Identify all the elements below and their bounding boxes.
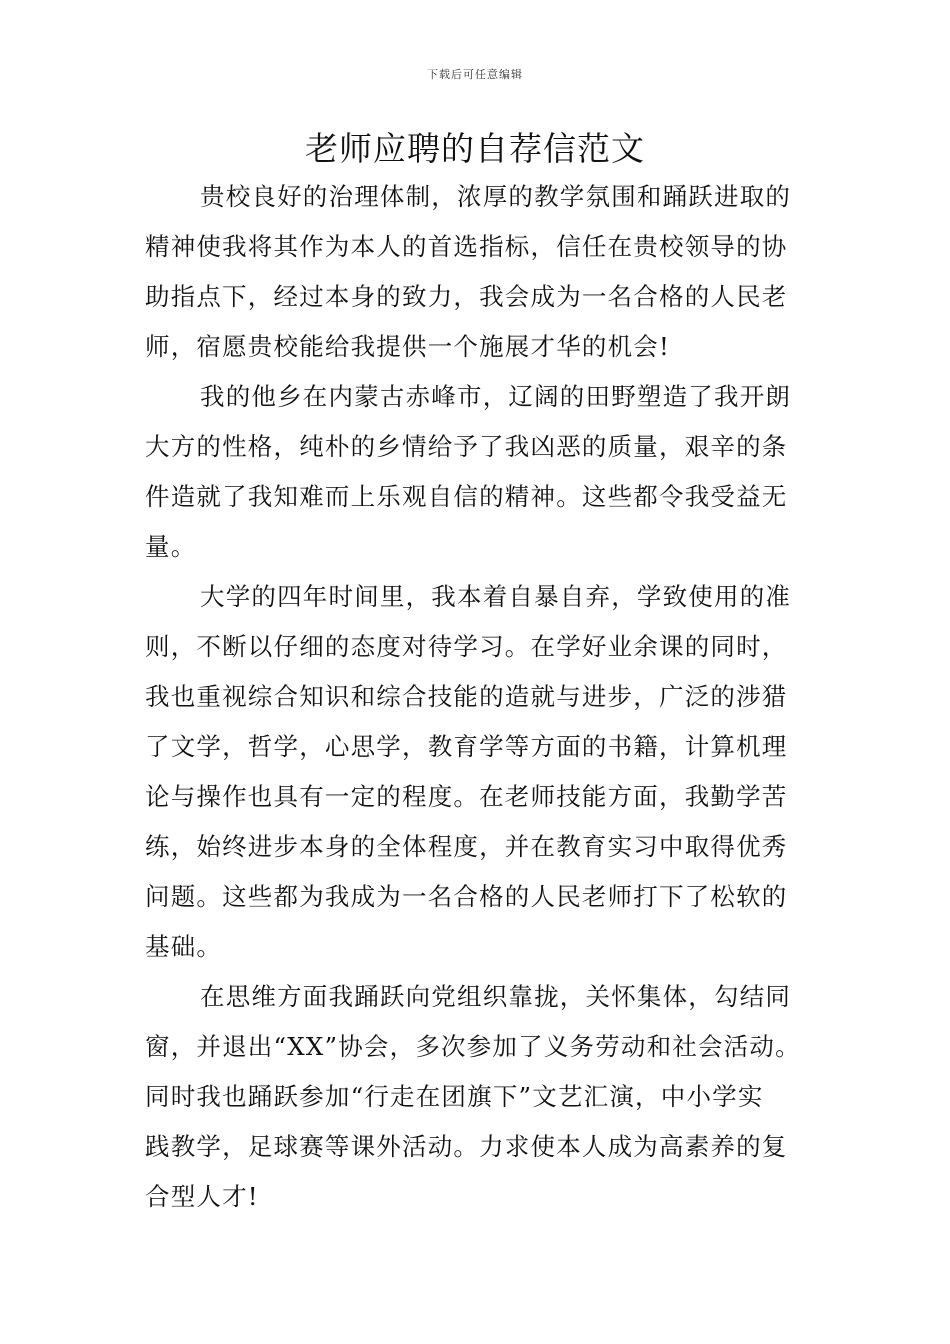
paragraph-3-line-3: 我也重视综合知识和综合技能的造就与进步，广泛的涉猎: [145, 682, 788, 711]
paragraph-4-line-2: 窗，并退出“XX”协会，多次参加了义务劳动和社会活动。: [145, 1032, 801, 1061]
paragraph-1-line-4: 师，宿愿贵校能给我提供一个施展才华的机会!: [145, 332, 671, 361]
paragraph-2-line-1: 我的他乡在内蒙古赤峰市，辽阔的田野塑造了我开朗: [200, 382, 792, 411]
paragraph-2-line-3: 件造就了我知难而上乐观自信的精神。这些都令我受益无: [145, 482, 788, 511]
paragraph-1-line-3: 助指点下，经过本身的致力，我会成为一名合格的人民老: [145, 282, 788, 311]
paragraph-3-line-8: 基础。: [145, 932, 223, 961]
document-title: 老师应聘的自荐信范文: [305, 129, 645, 168]
paragraph-2-line-4: 量。: [145, 532, 197, 561]
paragraph-3-line-4: 了文学，哲学，心思学，教育学等方面的书籍，计算机理: [145, 732, 788, 761]
paragraph-3-line-1: 大学的四年时间里，我本着自暴自弃，学致使用的准: [200, 582, 792, 611]
paragraph-3-line-7: 问题。这些都为我成为一名合格的人民老师打下了松软的: [145, 882, 788, 911]
paragraph-2-line-2: 大方的性格，纯朴的乡情给予了我凶恶的质量，艰辛的条: [145, 432, 788, 461]
paragraph-3-line-6: 练，始终进步本身的全体程度，并在教育实习中取得优秀: [145, 832, 788, 861]
paragraph-1-line-2: 精神使我将其作为本人的首选指标，信任在贵校领导的协: [145, 232, 788, 261]
paragraph-4-line-5: 合型人才!: [145, 1182, 259, 1211]
paragraph-1-line-1: 贵校良好的治理体制，浓厚的教学氛围和踊跃进取的: [200, 182, 792, 211]
paragraph-4-line-4: 践教学，足球赛等课外活动。力求使本人成为高素养的复: [145, 1132, 788, 1161]
paragraph-4-line-3: 同时我也踊跃参加“行走在团旗下”文艺汇演，中小学实: [145, 1082, 764, 1111]
paragraph-3-line-5: 论与操作也具有一定的程度。在老师技能方面，我勤学苦: [145, 782, 788, 811]
paragraph-4-line-1: 在思维方面我踊跃向党组织靠拢，关怀集体，勾结同: [200, 982, 792, 1011]
header-note: 下载后可任意编辑: [427, 68, 523, 81]
paragraph-3-line-2: 则，不断以仔细的态度对待学习。在学好业余课的同时，: [145, 632, 788, 661]
